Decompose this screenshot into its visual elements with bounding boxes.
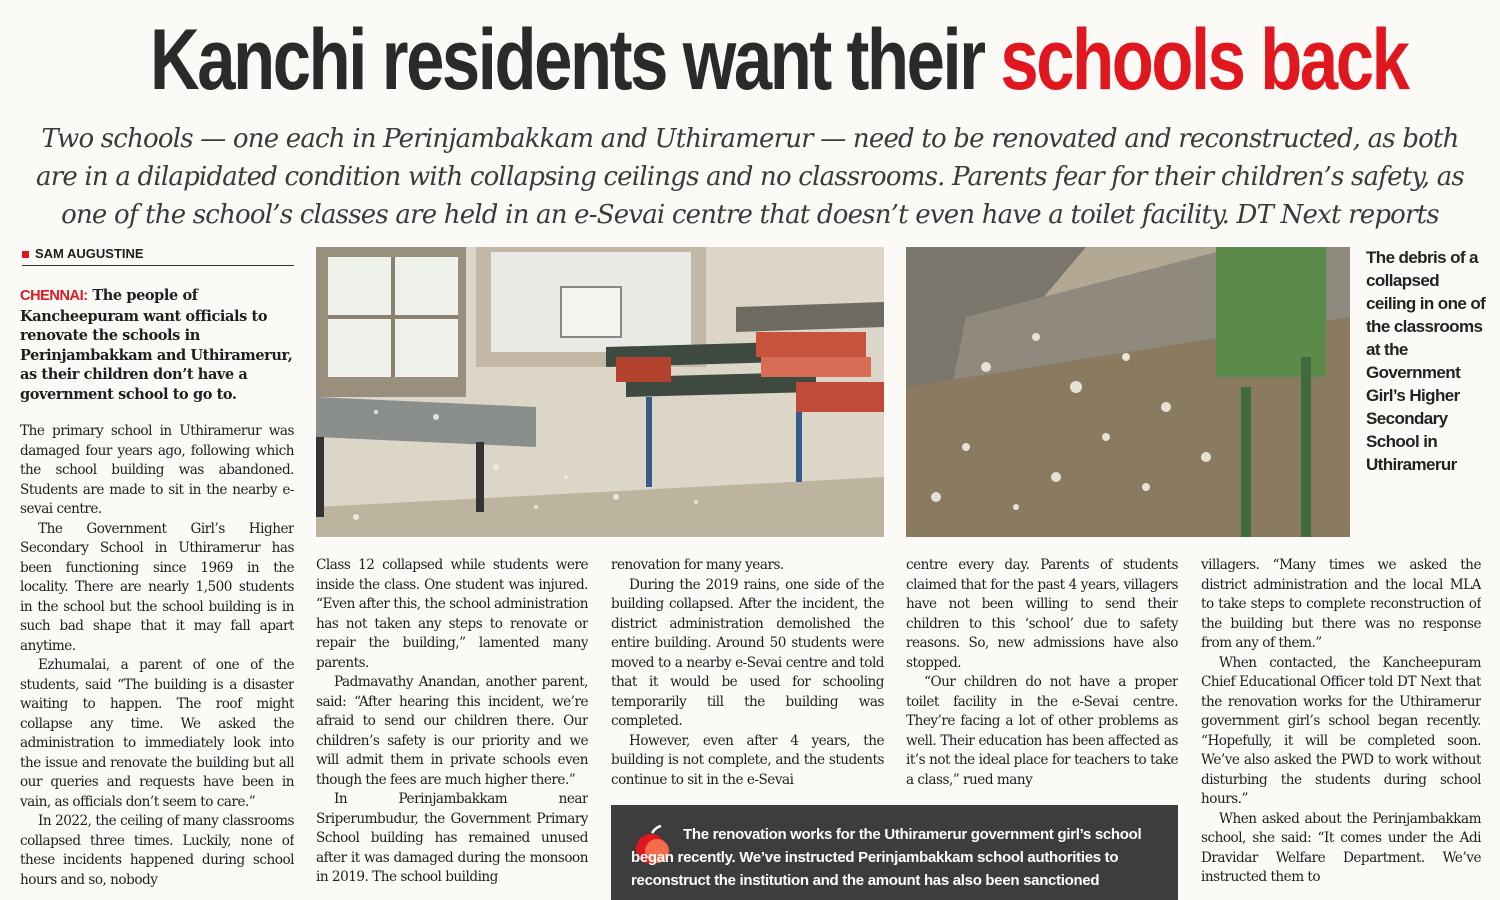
paragraph: The Government Girl’s Higher Secondary School in Uthiramerur has been functioning since 1969 in the locality. There are nearly 1,500 students in the school but the school building is in such bad shape that it may fall apart anytime.: [20, 520, 294, 654]
paragraph: villagers. “Many times we asked the district administration and the local MLA to take steps to complete reconstruction of the building but there was no response from any of them.”: [1201, 557, 1481, 651]
byline-marker: [22, 251, 29, 258]
article-column-4: [906, 556, 1178, 796]
byline: [22, 246, 294, 266]
debris-photo-illustration: [906, 247, 1350, 537]
paragraph: During the 2019 rains, one side of the building collapsed. After the incident, the district administration demolished the entire building. Around 50 students were moved to a nearby e-Sevai centre and told that it would be used for schooling temporarily till the building was completed.: [611, 576, 884, 729]
article-column-3: [611, 556, 884, 796]
lede-paragraph: [20, 286, 294, 404]
dateline: CHENNAI:: [20, 288, 88, 304]
photo-caption: The debris of a collapsed ceiling in one of the classrooms at the Government Girl’s Higher Secondary School in Uthiramerur: [1366, 248, 1486, 474]
article-column-5: [1201, 556, 1481, 900]
byline-name: SAM AUGUSTINE: [35, 246, 144, 261]
paragraph: In Perinjambakkam near Sriperumbudur, the Government Primary School building has remained unused after it was damaged during the monsoon in 2019. The school building: [316, 791, 588, 885]
paragraph: However, even after 4 years, the building is not complete, and the students continue to sit in the e-Sevai: [611, 732, 884, 788]
pull-quote-text: The renovation works for the Uthiramerur government girl’s school began recently. We’ve instructed Perinjambakkam school authorities to reconstruct the institution and the amount has also been sanctioned: [631, 826, 1142, 889]
paragraph: Padmavathy Anandan, another parent, said: “After hearing this incident, we’re afraid to send our children there. Our children’s safety is our priority and we will admit them in private schools even though the fees are much higher there.”: [316, 674, 588, 788]
headline-highlight: schools back: [1000, 12, 1408, 108]
paragraph: In 2022, the ceiling of many classrooms collapsed three times. Luckily, none of these incidents happened during school hours and so, nobody: [20, 813, 294, 888]
paragraph: When contacted, the Kancheepuram Chief Educational Officer told DT Next that the renovation works for the Uthiramerur government girl’s school began recently. “Hopefully, it will be completed soon. We’ve also asked the PWD to work without disturbing the students during school hours.”: [1201, 654, 1481, 807]
lede-text: The people of Kancheepuram want officials to renovate the schools in Perinjambakkam and Uthiramerur, as their children don’t have a government school to go to.: [20, 287, 293, 403]
headline-main: Kanchi residents want their: [150, 12, 1001, 108]
paragraph: The primary school in Uthiramerur was damaged four years ago, following which the school building was abandoned. Students are made to sit in the nearby e-sevai centre.: [20, 423, 294, 517]
article-column-2: [316, 556, 588, 900]
debris-photo: [906, 247, 1350, 537]
standfirst: Two schools — one each in Perinjambakkam and Uthiramerur — need to be renovated and reconstructed, as both are in a dilapidated condition with collapsing ceilings and no classrooms. Parents fear for their children’s safety, as one of the school’s classes are held in an e-Sevai centre that doesn’t even have a toilet facility. DT Next reports: [36, 124, 1464, 230]
paragraph: When asked about the Perinjambakkam school, she said: “It comes under the Adi Dravidar Welfare Department. We’ve instructed them to: [1201, 810, 1481, 885]
pull-quote-box: [611, 805, 1178, 900]
classroom-photo: [316, 247, 884, 537]
article-column-1: [20, 422, 294, 900]
headline: [150, 10, 1408, 110]
paragraph: Class 12 collapsed while students were inside the class. One student was injured. “Even after this, the school administration has not taken any steps to renovate or repair the building,” lamented many parents.: [316, 557, 588, 671]
paragraph: “Our children do not have a proper toilet facility in the e-Sevai centre. They’re facing a lot of other problems as well. Their education has been affected as it’s not the ideal place for teachers to take a class,” rued many: [906, 674, 1178, 788]
classroom-photo-illustration: [316, 247, 884, 537]
paragraph: centre every day. Parents of students claimed that for the past 4 years, villagers have not been willing to send their children to this ‘school’ due to safety reasons. So, new admissions have also stopped.: [906, 557, 1178, 671]
paragraph: Ezhumalai, a parent of one of the students, said “The building is a disaster waiting to happen. The roof might collapse any time. We asked the administration to immediately look into the issue and renovate the building but all our queries and requests have been in vain, as officials don’t seem to care.”: [20, 657, 294, 810]
paragraph: renovation for many years.: [611, 557, 784, 573]
